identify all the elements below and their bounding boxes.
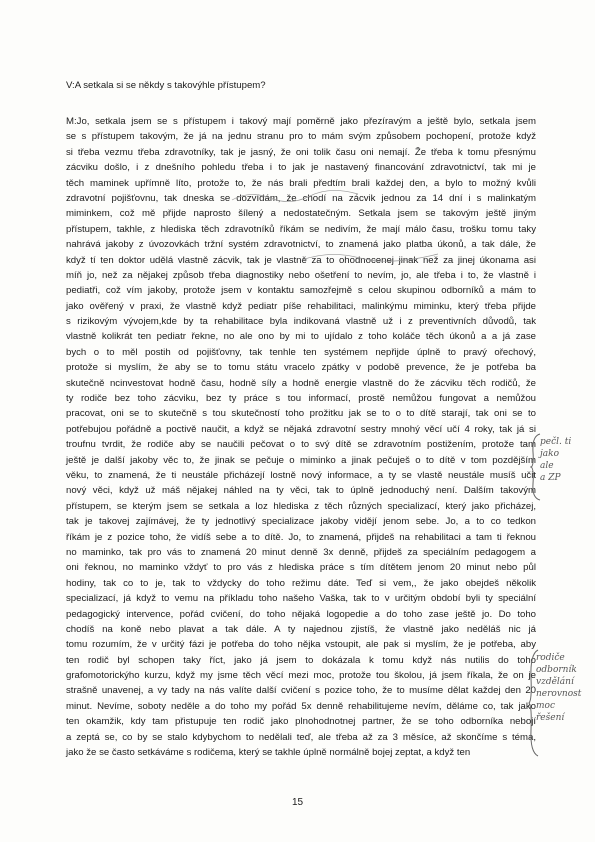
paragraph-line: oni řeknou, no maminko vždyť to pro vás z hlediska práce s tím dítětem jenom 20 minut nebo půl xyxy=(66,562,536,574)
paragraph-line: zácviku došlo, i z dnešního pohledu třeba i to jak je nastavený financování zdravotnictví, tak mi je xyxy=(66,162,536,174)
paragraph-line: vlastně kolikrát ten pediatr řekne, no ale ono by mi to ujídalo z toho koláče těch úkonů a a já zase xyxy=(66,331,536,343)
paragraph-line: pediatři, což vím jakoby, protože jsem v kontaktu samozřejmě s celou skupinou odborníků a mám to xyxy=(66,285,536,297)
interview-paragraph xyxy=(66,114,536,760)
margin-note-line: ale xyxy=(540,461,554,471)
margin-note-line: rodiče xyxy=(536,653,565,663)
paragraph-line: s rizikovým vývojem,kde by ta rehabilitace byla indikovaná vlastně už i z preventivních důvodů, tak xyxy=(66,316,536,328)
paragraph-line: M:Jo, setkala jsem se s přístupem i takový mají poměrně jako přezíravým a ještě bylo, setkala jsem xyxy=(66,116,536,127)
paragraph-line: tak je takovej zajímávej, že ty jednotlivý specializace jakoby vidějí jenom sebe. Jo, a to co tedkon xyxy=(66,516,536,528)
handwritten-margin-note xyxy=(540,436,595,484)
margin-note-line: moc xyxy=(536,701,555,711)
paragraph-line: jako ověřený v praxi, že vlastně když pediatr píše rehabilitaci, malinkýmu miminku, který třeba přijde xyxy=(66,300,536,312)
paragraph-line: věku, to znamená, že ti neustále přicházejí lostně nový informace, a ty se vlastě neustále musíš učit xyxy=(66,469,536,481)
paragraph-line: těch maminek upřímně líto, protože to, že nás brali předtím brali každej den, a bylo to možný kvůli xyxy=(66,177,536,189)
paragraph-line: nový věci, když už máš nějakej náhled na ty věci, tak to úplně jednoduchý není. Dalším takovým xyxy=(66,485,536,497)
margin-note-line: řešení xyxy=(536,713,565,723)
paragraph-line: bych o to měl postih od pojišťovny, tak tenhle ten systémem nepřijde úplně to pravý ořechový, xyxy=(66,346,536,358)
margin-note-line: odborník xyxy=(536,665,577,675)
pencil-scribble-icon xyxy=(230,186,360,206)
paragraph-line: troufnu tvrdit, že rodiče aby se naučili pečovat o to svý dítě se zdravotním postižením, protože tam xyxy=(66,439,536,451)
paragraph-line: pracovat, oni se to skutečně s tou skutečností toho prožitku jak se to o to dítě starají, tak oni se to xyxy=(66,408,536,420)
paragraph-line: tomu rozumím, že v určitý fázi je potřeba do toho nějka vstoupit, ale pak si myslím, že je potřeba, aby xyxy=(66,639,536,651)
paragraph-line: chodíš na koně nebo plavat a tak dále. A ty najednou zjistíš, že vlastně jako neděláš nic já xyxy=(66,623,536,635)
margin-note-line: a ZP xyxy=(540,473,561,483)
paragraph-line: ty rodiče bez toho zácviku, bez ty práce s tou informací, prostě nemůžou fungovat a nemůžou xyxy=(66,393,536,405)
paragraph-line: zdravotní pojišťovnu, tak dneska se dozvídám, že chodí na zácvik jednou za 14 dní i s malinkatým xyxy=(66,192,536,204)
margin-note-line: vzdělání xyxy=(536,677,574,687)
paragraph-line: jako že se často setkáváme s rodičema, který se takhle úplně normálně bojej zeptat, a když ten xyxy=(66,747,471,759)
paragraph-line: si třeba vezmu třeba zdravotníky, tak je jasný, že oni tolik času oni nemají. Že třeba k tomu přesnýmu xyxy=(66,146,536,158)
paragraph-line: ten okamžik, kdy tam přistupuje ten rodič jako plnohodnotnej partner, že se toho odborníka nebojí xyxy=(66,716,536,728)
paragraph-line: minut. Nevíme, soboty neděle a do toho my pořád 5x denně rehabilitujeme nevím, děláme co, tak jako xyxy=(66,700,536,712)
paragraph-line: potřebujou pořádně a poctivě naučit, a když se nějaká zdravotní sestry mnohý věcí učí 4 roky, tak já si xyxy=(66,423,536,435)
paragraph-line: pedagogický intervence, pořád cvičení, do toho nějaká logopedie a do toho zase ještě jo. Do toho xyxy=(66,608,536,620)
paragraph-line: a zeptá se, co by se stalo kdybychom to nedělali teď, ale třeba až za 3 měsíce, až skončíme s téma, xyxy=(66,731,536,743)
pencil-scribble-icon xyxy=(300,248,440,266)
paragraph-line: míň jo, než za nějakej způsob třeba diagnostiky nebo ošetření to nevím, jo, ale třeba i to, že vlastně i xyxy=(66,269,536,281)
margin-bracket-icon xyxy=(528,648,540,758)
paragraph-line: říkám je z pozice toho, že vidíš sebe a to dítě. Jo, to znamená, přijdeš na rehabilitaci a tam ti řeknou xyxy=(66,531,536,543)
margin-bracket-icon xyxy=(530,432,542,502)
paragraph-line: skutečně ncinvestovat hodně času, hodně síly a hodně energie vlastně do že zácviku těch rodičů, že xyxy=(66,377,536,389)
paragraph-line: strašně unavenej, a vy tady na nás valíte další cvičení s pozice toho, že to musíme dělat každej den 20 xyxy=(66,685,536,697)
margin-note-line: jako xyxy=(540,449,560,459)
paragraph-line: specializací, já když to vemu na příkladu toho našeho Vaška, tak to v určitým období byli ty speciální xyxy=(66,593,536,605)
paragraph-line: přístupem, takhle, z hlediska těch zdravotníků říkám se nedivím, že mají málo času, trošku tomu taky xyxy=(66,223,536,235)
paragraph-line: přístupem, se kterým jsem se setkala a loz hlediska z těch různých specializací, který jako přicházej, xyxy=(66,500,536,512)
paragraph-line: když tí ten doktor udělá vlastně zácvik, tak je vlastně za to ohodnocenej jinak než za jinej úkonama asi xyxy=(66,254,536,266)
paragraph-line: ten rodič byl schopen taky říct, jako já jsem to dokázala k tomu když nás nutilis do toho xyxy=(66,654,536,666)
paragraph-line: grafomotorickýho kurzu, když my jsme těch věcí mezi moc, protože tou školou, já jsem říkala, že on je xyxy=(66,670,536,682)
paragraph-line: protože si myslím, že aby se to tomu státu vracelo zpátky v podobě prevence, že je potřeba ba xyxy=(66,362,536,374)
interviewer-question: V:A setkala si se někdy s takovýhle přístupem? xyxy=(66,80,266,91)
paragraph-line: se s přístupem takovým, že já na jednu stranu pro to mám svým způsobem pochopení, protože když xyxy=(66,131,536,143)
handwritten-margin-note xyxy=(536,652,595,724)
paragraph-line: ještě je další jakoby věc to, že jinak se pečuje o miminko a jinak pečuješ o to dítě v tom pozdějším xyxy=(66,454,536,466)
paragraph-line: miminkem, což mě přijde naprosto šílený a nedostatečným. Setkala jsem se takovým ještě jiným xyxy=(66,208,536,220)
margin-note-line: pečl. ti xyxy=(540,437,572,447)
paragraph-line: nahrává jakoby z úvozovkách tržní systém zdravotnictví, to znamená jako platba úkonů, a tak dále, že xyxy=(66,239,536,251)
paragraph-line: no maminko, tak pro vás to znamená 20 minut denně 3x denně, přijdeš za speciálním pedagogem a xyxy=(66,546,536,558)
page-number: 15 xyxy=(291,797,304,808)
margin-note-line: nerovnost xyxy=(536,689,582,699)
paragraph-line: hodiny, tak co to je, tak to vždycky do toho režimu dáte. Teď si vem,, že jako obejdeš několik xyxy=(66,577,536,589)
